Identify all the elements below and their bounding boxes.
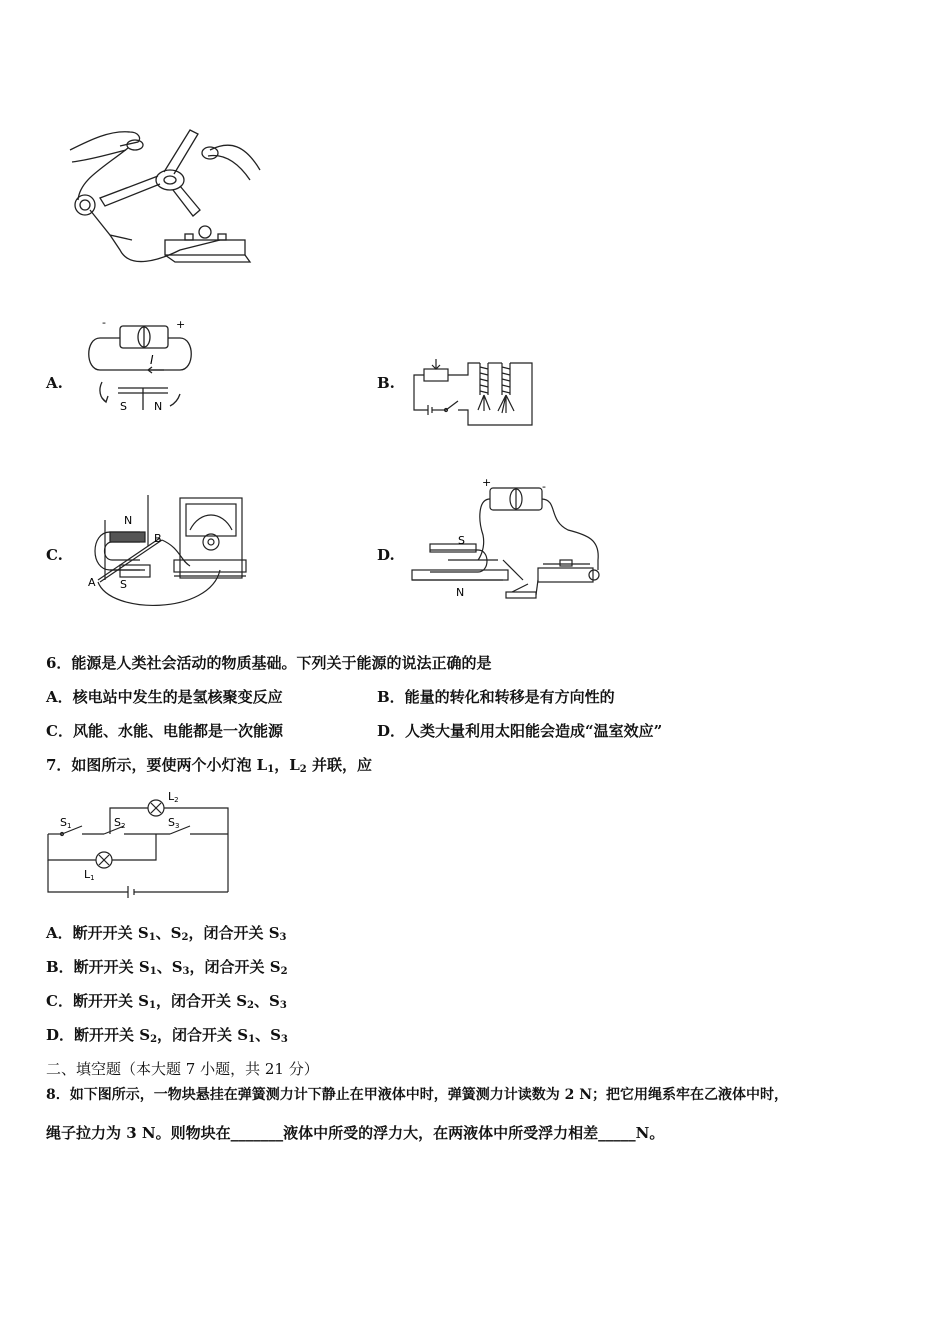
q8-line1: 8．如下图所示，一物块悬挂在弹簧测力计下静止在甲液体中时，弹簧测力计读数为 2 N；把它用绳系牢在乙液体中时， xyxy=(46,1087,789,1103)
s3-label: S3 xyxy=(168,816,180,830)
option-c-letter: C. xyxy=(46,546,63,564)
s1-label: S1 xyxy=(60,816,72,830)
q7-option-d: D．断开开关 $S_2$，闭合开关 $S_1$、$S_3$ xyxy=(46,1026,288,1045)
q8-line2: 绳子拉力为 3 N。则物块在_______液体中所受的浮力大，在两液体中所受浮力相差_____N。 xyxy=(46,1124,665,1142)
figure-b-electromagnets xyxy=(410,355,540,430)
q6-option-a: A．核电站中发生的是氢核聚变反应 xyxy=(46,688,283,706)
a-minus-label: - xyxy=(102,316,106,329)
section-heading: 二、填空题（本大题 7 小题，共 21 分） xyxy=(46,1060,319,1078)
option-a-letter: A. xyxy=(46,374,63,392)
c-n-label: N xyxy=(124,514,133,527)
figure-c-magnet-galvanometer xyxy=(80,490,250,610)
a-plus-label: + xyxy=(176,318,186,331)
c-a-label: A xyxy=(88,576,96,589)
d-s-label: S xyxy=(458,534,465,547)
l1-label: L1 xyxy=(84,868,95,882)
q6-option-c: C．风能、水能、电能都是一次能源 xyxy=(46,722,283,740)
d-n-label: N xyxy=(456,586,465,599)
c-s-label: S xyxy=(120,578,127,591)
a-n-label: N xyxy=(154,400,163,413)
option-d-letter: D. xyxy=(377,546,395,564)
a-s-label: S xyxy=(120,400,127,413)
s2-label: S2 xyxy=(114,816,126,830)
q7-option-a: A．断开开关 $S_1$、$S_2$，闭合开关 $S_3$ xyxy=(46,924,287,943)
q8-blank-2[interactable]: _____ xyxy=(598,1124,636,1142)
d-minus-label: - xyxy=(542,480,546,493)
figure-a-solenoid-compass xyxy=(80,318,200,418)
q7-option-c: C．断开开关 $S_1$，闭合开关 $S_2$、$S_3$ xyxy=(46,992,287,1011)
figure-d-motor-circuit xyxy=(408,476,608,605)
q6-stem: 6．能源是人类社会活动的物质基础。下列关于能源的说法正确的是 xyxy=(46,654,492,672)
q7-option-b: B．断开开关 $S_1$、$S_3$，闭合开关 $S_2$ xyxy=(46,958,288,977)
q7-stem: 7．如图所示，要使两个小灯泡 $L_1$，$L_2$ 并联，应 xyxy=(46,756,372,775)
fan-generator-figure xyxy=(60,110,270,280)
c-b-label: B xyxy=(154,532,162,545)
q6-option-d: D．人类大量利用太阳能会造成“温室效应” xyxy=(377,722,663,740)
q6-option-b: B．能量的转化和转移是有方向性的 xyxy=(377,688,615,706)
option-b-letter: B. xyxy=(377,374,395,392)
q8-blank-1[interactable]: _______ xyxy=(230,1124,284,1142)
l2-label: L2 xyxy=(168,790,179,804)
a-current-label: I xyxy=(150,353,154,367)
d-plus-label: + xyxy=(482,476,492,489)
q7-circuit-diagram xyxy=(40,786,240,898)
